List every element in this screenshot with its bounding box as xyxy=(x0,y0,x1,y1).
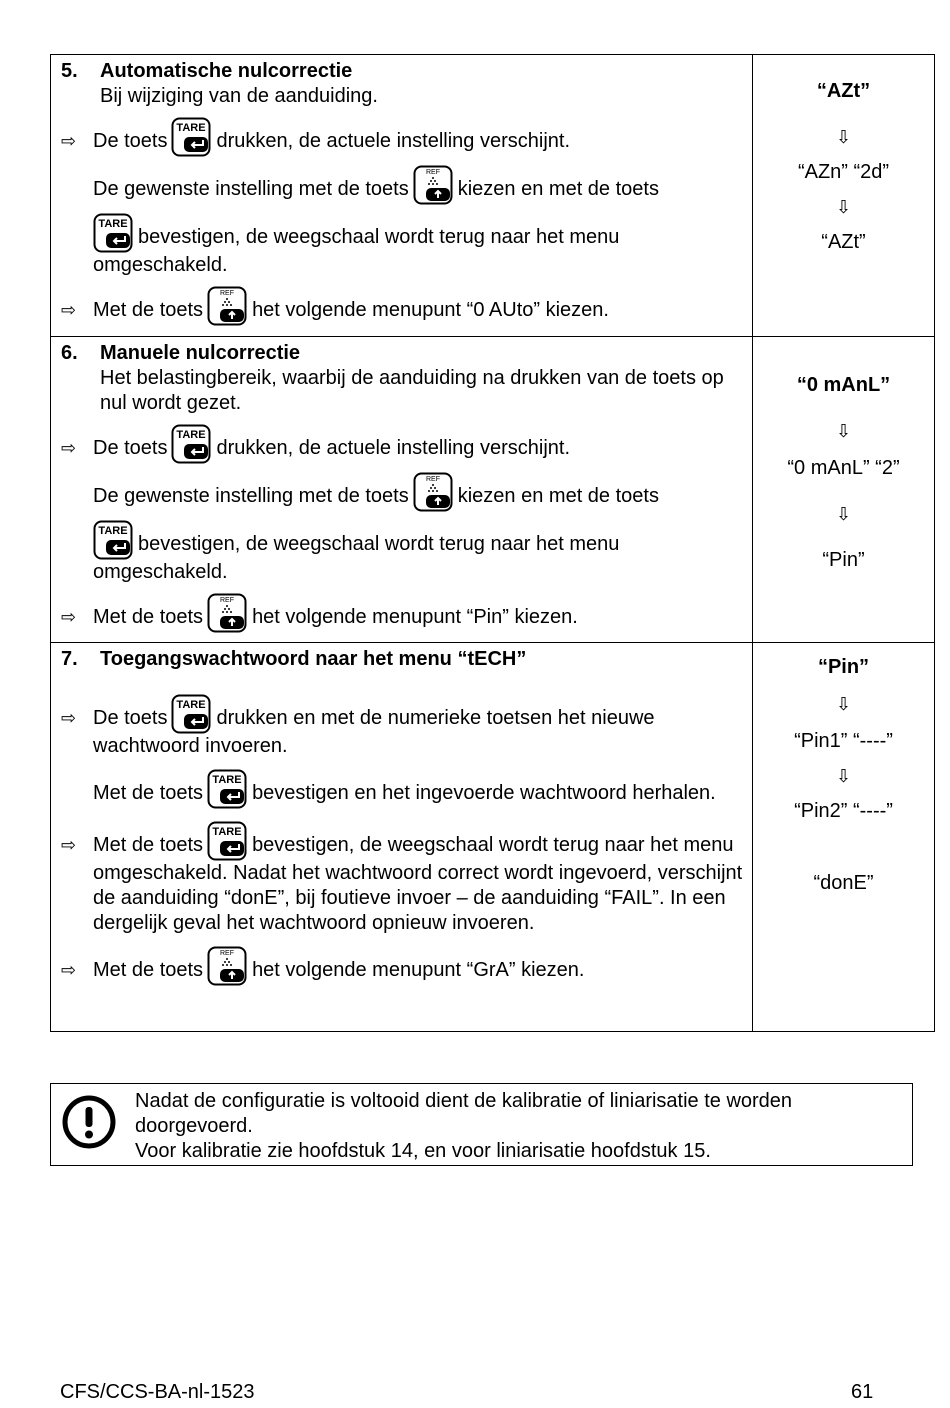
display-sequence xyxy=(753,643,935,1032)
step-text: De toets xyxy=(93,437,168,459)
section-description xyxy=(51,337,753,643)
footer-page-number: 61 xyxy=(851,1381,874,1403)
down-arrow-icon: ⇩ xyxy=(835,694,852,714)
down-arrow-icon: ⇩ xyxy=(835,127,852,147)
table-row xyxy=(51,337,935,643)
exclamation-circle-icon xyxy=(62,1095,116,1149)
table-row xyxy=(51,643,935,1032)
section-heading xyxy=(61,341,744,366)
step-arrow-icon: ⇨ xyxy=(61,607,77,627)
step xyxy=(61,958,744,986)
step-text: De gewenste instelling met de toets xyxy=(93,485,409,507)
step-arrow-icon: ⇨ xyxy=(61,835,77,855)
section-heading xyxy=(61,647,744,672)
section-number: 7. xyxy=(61,648,78,670)
display-value: “Pin” xyxy=(822,549,865,571)
section-description xyxy=(51,643,753,1032)
footer-doc-id: CFS/CCS-BA-nl-1523 xyxy=(60,1381,255,1403)
down-arrow-icon: ⇩ xyxy=(835,421,852,441)
down-arrow-icon: ⇩ xyxy=(835,197,852,217)
display-value: “Pin1” “----” xyxy=(794,730,893,752)
step-text: drukken, de actuele instelling verschijnt. xyxy=(216,437,571,459)
tare-key-icon xyxy=(93,213,133,253)
step xyxy=(61,833,744,936)
step-continuation xyxy=(93,177,744,278)
note-line: Nadat de configuratie is voltooid dient de kalibratie of liniarisatie te worden doorgevoerd. xyxy=(135,1090,793,1137)
display-sequence xyxy=(753,337,935,643)
display-sequence xyxy=(753,55,935,337)
display-value: “AZn” “2d” xyxy=(797,161,890,183)
ref-key-icon xyxy=(413,165,453,205)
ref-key-icon xyxy=(413,472,453,512)
ref-key-icon xyxy=(207,946,247,986)
step-arrow-icon: ⇨ xyxy=(61,960,77,980)
display-value: “donE” xyxy=(813,872,874,894)
tare-key-icon xyxy=(93,520,133,560)
step-text: bevestigen en het ingevoerde wachtwoord herhalen. xyxy=(252,782,716,804)
section-title: Manuele nulcorrectie xyxy=(100,342,301,364)
step-text: kiezen en met de toets xyxy=(457,178,659,200)
ref-key-icon xyxy=(207,593,247,633)
step-arrow-icon: ⇨ xyxy=(61,708,77,728)
step xyxy=(61,129,744,157)
tare-key-icon xyxy=(171,694,211,734)
step-text: De gewenste instelling met de toets xyxy=(93,178,409,200)
ref-key-icon xyxy=(207,286,247,326)
down-arrow-icon: ⇩ xyxy=(835,766,852,786)
section-number: 6. xyxy=(61,342,78,364)
note-line: Voor kalibratie zie hoofdstuk 14, en voor liniarisatie hoofdstuk 15. xyxy=(135,1140,711,1162)
step-arrow-icon: ⇨ xyxy=(61,131,77,151)
step-text: Met de toets xyxy=(93,299,204,321)
step-text: het volgende menupunt “Pin” kiezen. xyxy=(252,606,578,628)
step-text: De toets xyxy=(93,707,168,729)
section-title: Automatische nulcorrectie xyxy=(100,60,353,82)
note-box xyxy=(50,1083,913,1166)
tare-key-icon xyxy=(171,424,211,464)
step-text: Met de toets xyxy=(93,606,204,628)
step-text: bevestigen, de weegschaal wordt terug naar het menu omgeschakeld. xyxy=(93,533,620,583)
table-row xyxy=(51,55,935,337)
settings-table xyxy=(50,54,935,1032)
step xyxy=(61,706,744,759)
step-text: De toets xyxy=(93,130,168,152)
note-text xyxy=(135,1089,902,1164)
section-number: 5. xyxy=(61,60,78,82)
section-intro: Bij wijziging van de aanduiding. xyxy=(100,85,378,107)
step-arrow-icon: ⇨ xyxy=(61,438,77,458)
step-continuation xyxy=(93,781,744,809)
display-value: “0 mAnL” xyxy=(796,374,891,396)
step-text: Met de toets xyxy=(93,959,204,981)
display-value: “AZt” xyxy=(821,231,866,253)
step-text: bevestigen, de weegschaal wordt terug naar het menu omgeschakeld. xyxy=(93,226,620,276)
step-text: het volgende menupunt “0 AUto” kiezen. xyxy=(252,299,609,321)
step xyxy=(61,605,744,633)
tare-key-icon xyxy=(171,117,211,157)
section-intro: Het belastingbereik, waarbij de aanduiding na drukken van de toets op nul wordt gezet. xyxy=(100,367,724,414)
down-arrow-icon: ⇩ xyxy=(835,504,852,524)
step-text: Met de toets xyxy=(93,782,204,804)
step-arrow-icon: ⇨ xyxy=(61,300,77,320)
step xyxy=(61,436,744,464)
step-text: Met de toets xyxy=(93,834,204,856)
step-text: bevestigen, de weegschaal wordt terug naar het menu omgeschakeld. Nadat het wachtwoord correct wordt ingevoerd, verschijnt de aanduiding “donE”, bij foutieve invoer – de aanduiding “FAIL”. In een dergelijk geval het wachtwoord opnieuw invoeren. xyxy=(93,834,743,934)
section-heading xyxy=(61,59,744,84)
section-title: Toegangswachtwoord naar het menu “tECH” xyxy=(100,648,527,670)
display-value: “Pin2” “----” xyxy=(794,800,893,822)
display-value: “AZt” xyxy=(816,80,871,102)
step-text: kiezen en met de toets xyxy=(457,485,659,507)
step-text: drukken, de actuele instelling verschijnt. xyxy=(216,130,571,152)
section-description xyxy=(51,55,753,337)
tare-key-icon xyxy=(207,769,247,809)
step-text: drukken en met de numerieke toetsen het nieuwe wachtwoord invoeren. xyxy=(93,707,655,757)
display-value: “Pin” xyxy=(817,656,870,678)
step xyxy=(61,298,744,326)
tare-key-icon xyxy=(207,821,247,861)
step-text: het volgende menupunt “GrA” kiezen. xyxy=(252,959,585,981)
step-continuation xyxy=(93,484,744,585)
display-value: “0 mAnL” “2” xyxy=(787,457,900,479)
